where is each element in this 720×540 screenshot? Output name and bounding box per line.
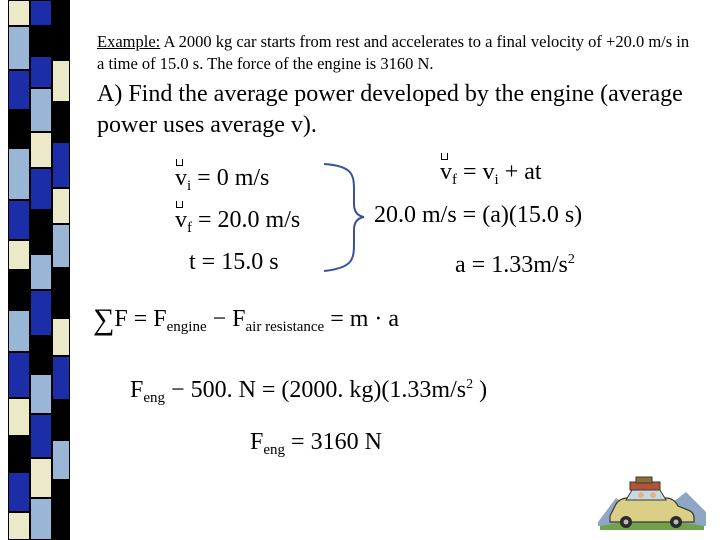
subscript: engine — [166, 319, 207, 335]
right-brace — [318, 160, 368, 275]
decorative-side-strip — [0, 0, 72, 540]
strip-block — [8, 398, 30, 436]
example-problem-text — [97, 31, 697, 75]
strip-block — [52, 268, 70, 318]
strip-block — [8, 110, 30, 148]
eq-substitution: 20.0 m/s = (a)(15.0 s) — [374, 202, 583, 228]
strip-block — [8, 200, 30, 240]
strip-block — [52, 356, 70, 400]
strip-block — [8, 70, 30, 110]
strip-block — [8, 0, 30, 26]
example-statement: A 2000 kg car starts from rest and accelerates to a final velocity of +20.0 m/s in a time of 15.0 s. The force of the engine is 3160 N. — [97, 32, 690, 73]
subscript: i — [494, 172, 499, 188]
eq-engine-force-result — [250, 430, 382, 458]
subscript: eng — [143, 390, 166, 406]
strip-block — [8, 240, 30, 270]
strip-block — [30, 210, 52, 254]
strip-block — [8, 148, 30, 200]
eq-lhs: F = F — [114, 306, 167, 332]
strip-block — [52, 440, 70, 480]
eq-rhs: = 20.0 m/s — [192, 207, 301, 233]
strip-block — [8, 26, 30, 70]
strip-block — [52, 318, 70, 356]
strip-block — [30, 168, 52, 210]
strip-block — [8, 270, 30, 310]
eq-rhs: + at — [498, 159, 542, 185]
strip-block — [30, 132, 52, 168]
strip-block — [8, 436, 30, 472]
strip-block — [8, 472, 30, 512]
force-symbol: F — [130, 377, 144, 403]
eq-acceleration-result — [455, 253, 575, 277]
subscript: air resistance — [245, 319, 325, 335]
strip-block — [52, 480, 70, 540]
strip-block — [30, 254, 52, 290]
strip-block — [30, 336, 52, 374]
strip-block — [8, 512, 30, 540]
strip-block — [30, 26, 52, 56]
vector-symbol: v — [175, 207, 187, 233]
eq-rhs: = m · a — [324, 306, 400, 332]
eq-engine-force-setup — [130, 378, 487, 406]
strip-block — [8, 310, 30, 352]
subscript: eng — [263, 442, 286, 458]
strip-block — [30, 374, 52, 414]
eq-close: ) — [473, 377, 488, 403]
eq-final-velocity — [175, 208, 300, 236]
sigma-symbol: ∑ — [93, 303, 115, 336]
strip-block — [30, 88, 52, 132]
vector-symbol: v — [175, 165, 187, 191]
strip-block — [30, 290, 52, 336]
eq-kinematic-formula — [440, 160, 542, 188]
eq-text: a = 1.33m/s — [455, 252, 568, 278]
eq-rest: = 3160 N — [285, 429, 382, 455]
eq-time: t = 15.0 s — [189, 249, 279, 275]
force-symbol: F — [250, 429, 264, 455]
car-with-luggage-icon — [596, 468, 708, 530]
strip-block — [8, 352, 30, 398]
eq-minus: − F — [206, 306, 246, 332]
strip-block — [30, 0, 52, 26]
superscript: 2 — [466, 377, 474, 392]
strip-block — [52, 142, 70, 188]
strip-block — [52, 400, 70, 440]
strip-block — [30, 498, 52, 540]
task-heading: A) Find the average power developed by the engine (average power uses average v). — [97, 81, 683, 138]
eq-mid: = v — [457, 159, 495, 185]
subscript: i — [187, 178, 192, 194]
strip-block — [52, 102, 70, 142]
strip-block — [30, 458, 52, 498]
strip-block — [52, 188, 70, 224]
strip-block — [30, 56, 52, 88]
eq-rest: − 500. N = (2000. kg)(1.33m/s — [165, 377, 467, 403]
vector-symbol: v — [440, 159, 452, 185]
strip-block — [30, 414, 52, 458]
subscript: f — [187, 220, 192, 236]
strip-block — [52, 0, 70, 60]
example-label: Example: — [97, 32, 161, 51]
eq-newton-second-law — [93, 305, 399, 335]
subscript: f — [452, 172, 457, 188]
eq-initial-velocity — [175, 166, 269, 194]
superscript: 2 — [567, 252, 575, 267]
strip-block — [52, 60, 70, 102]
strip-block — [52, 224, 70, 268]
eq-rhs: = 0 m/s — [191, 165, 270, 191]
